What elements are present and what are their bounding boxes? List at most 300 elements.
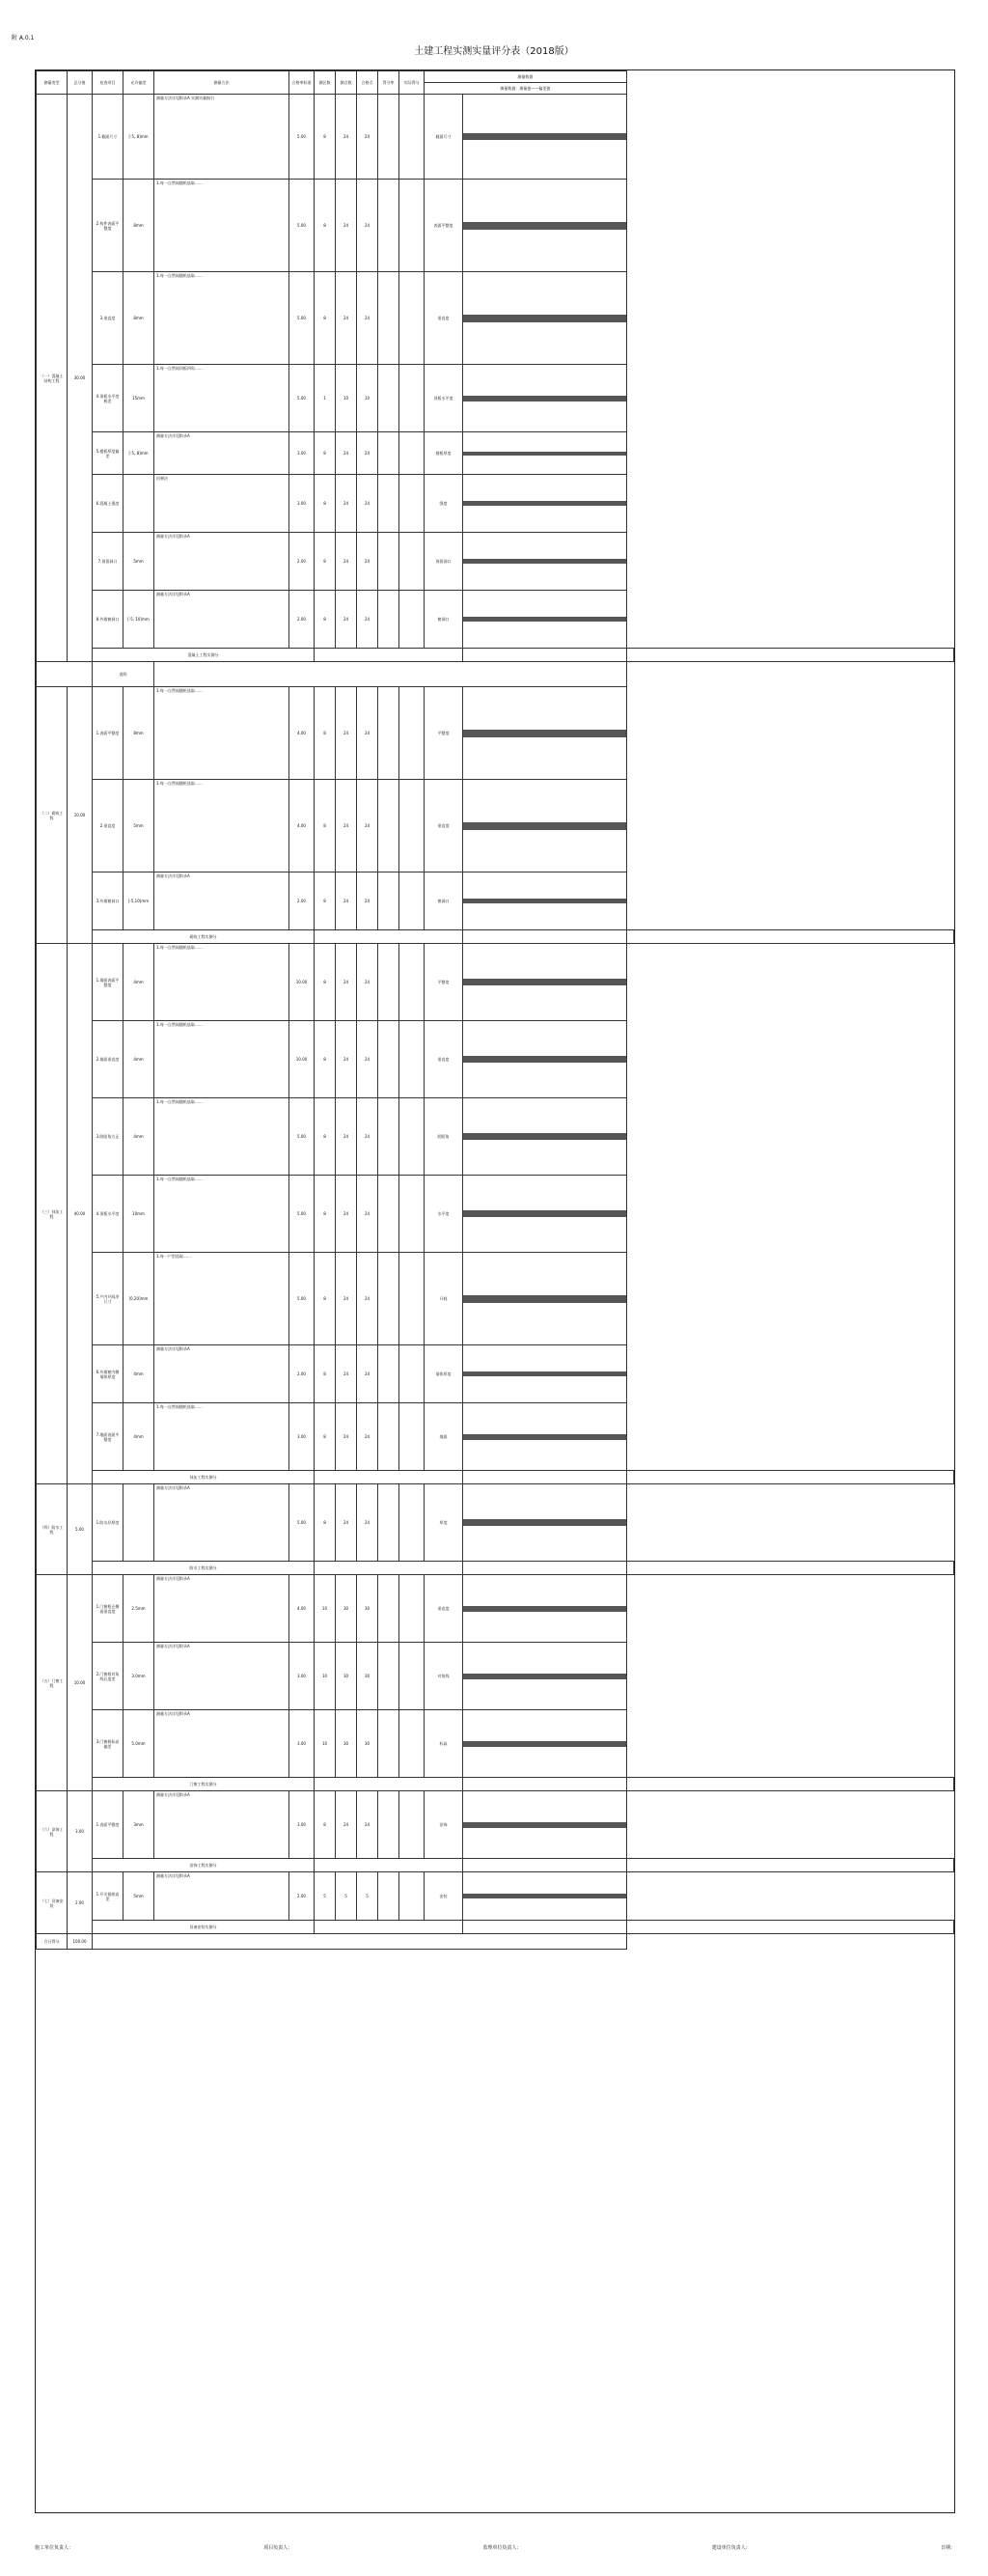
item-total-points: 24 [336,591,357,649]
item-tolerance: 2.5mm [124,1575,154,1643]
measurement-grid[interactable] [463,180,627,272]
item-weight: 10.00 [289,1021,315,1098]
subtotal-result[interactable] [463,1778,627,1791]
measurement-grid[interactable] [463,1253,627,1345]
subtotal-blank [315,1778,463,1791]
item-weight: 5.00 [289,272,315,365]
item-result[interactable] [399,475,425,533]
item-rule: 测量方法详见附录A [154,1710,289,1778]
item-result[interactable] [399,1872,425,1921]
item-name: 3.垂直度 [93,272,124,365]
item-weight: 3.00 [289,1643,315,1710]
item-weight: 4.00 [289,1575,315,1643]
table-row [37,944,954,1021]
item-total-points: 24 [336,1345,357,1403]
item-result[interactable] [399,1643,425,1710]
subtotal-label: 门窗工程实测分 [93,1778,315,1791]
measurement-grid[interactable] [463,1872,627,1921]
item-rule: 测量方法详见附录A [154,591,289,649]
item-total-points: 24 [336,180,357,272]
item-rule: 1.每一自然间随机选取…… [154,687,289,780]
item-name: 1.开关插座高差 [93,1872,124,1921]
item-weight: 3.00 [289,1403,315,1471]
item-ok-points: 5 [357,1872,378,1921]
item-tolerance: [-5, 10]mm [124,591,154,649]
item-unit: 窗洞口 [425,873,463,930]
measurement-grid[interactable] [463,1403,627,1471]
item-name: 5.户内开间净尺寸 [93,1253,124,1345]
item-tolerance: [-5, 8]mm [124,95,154,180]
item-rate[interactable] [378,432,399,475]
item-total-points: 24 [336,95,357,180]
subtotal-result[interactable] [463,1562,627,1575]
item-rate[interactable] [378,533,399,591]
item-rule: 1.每一自然间顶板四角…… [154,365,289,432]
item-rule: 回弹法 [154,475,289,533]
item-rate[interactable] [378,475,399,533]
subtotal-notes[interactable] [626,1471,953,1484]
table-row [37,1575,954,1643]
table-row [37,591,954,649]
item-unit: 截面尺寸 [425,95,463,180]
item-groups: 8 [315,687,336,780]
item-ok-points: 24 [357,533,378,591]
subtotal-result[interactable] [463,930,627,944]
subtotal-blank [315,649,463,662]
item-ok-points: 24 [357,180,378,272]
subtotal-label: 涂饰工程实测分 [93,1859,315,1872]
measurement-grid[interactable] [463,687,627,780]
item-tolerance: 4mm [124,1098,154,1176]
item-tolerance: 4mm [124,1345,154,1403]
item-groups: 8 [315,1176,336,1253]
item-weight: 4.00 [289,780,315,873]
item-groups: 8 [315,1253,336,1345]
subtotal-blank [315,1562,463,1575]
item-result[interactable] [399,687,425,780]
table-row [37,1484,954,1562]
item-result[interactable] [399,1403,425,1471]
item-ok-points: 24 [357,272,378,365]
item-total-points: 24 [336,272,357,365]
item-name: 3.门窗框标高偏差 [93,1710,124,1778]
item-name: 6.混凝土强度 [93,475,124,533]
item-rule: 1.每一自然间随机选取…… [154,1176,289,1253]
item-unit: 水平度 [425,1176,463,1253]
item-groups: 8 [315,944,336,1021]
item-unit: 标高 [425,1710,463,1778]
item-rate[interactable] [378,365,399,432]
item-ok-points: 30 [357,1710,378,1778]
item-result[interactable] [399,1176,425,1253]
item-rate[interactable] [378,873,399,930]
item-total-points: 24 [336,944,357,1021]
section-name: （六）涂饰工程 [37,1791,68,1872]
item-rate[interactable] [378,1710,399,1778]
item-weight: 5.00 [289,1098,315,1176]
item-groups: 10 [315,1710,336,1778]
measurement-grid[interactable] [463,1710,627,1778]
item-result[interactable] [399,1253,425,1345]
subtotal-row [37,1471,954,1484]
footer-supervisor: 监理单位负责人： [482,2545,522,2551]
table-row [37,95,954,180]
table-row [37,687,954,780]
item-ok-points: 24 [357,1484,378,1562]
subtotal-label: 混凝土工程实测分 [93,649,315,662]
measurement-grid[interactable] [463,95,627,180]
item-rule: 1.每一自然间随机选取…… [154,1403,289,1471]
subtotal-row [37,649,954,662]
item-groups: 1 [315,365,336,432]
item-weight: 4.00 [289,687,315,780]
item-result[interactable] [399,1021,425,1098]
footer-pm: 项目负责人： [263,2545,293,2551]
item-rate[interactable] [378,1345,399,1403]
section-name: （二）砌筑工程 [37,687,68,944]
item-unit: 楼板厚度 [425,432,463,475]
section-points: 40.00 [68,944,93,1484]
item-tolerance: [-5, 8]mm [124,432,154,475]
item-name: 1.墙面表面平整度 [93,944,124,1021]
item-tolerance: 4mm [124,1403,154,1471]
table-row [37,1253,954,1345]
section-points: 3.00 [68,1791,93,1872]
header-result: 实际得分 [399,71,425,95]
item-tolerance: 4mm [124,1021,154,1098]
total-row [37,1934,954,1950]
header-rule: 测量方法 [154,71,289,95]
header-major: 测量类型 [37,71,68,95]
item-total-points: 5 [336,1872,357,1921]
item-tolerance: 5mm [124,1872,154,1921]
subtotal-row [37,1859,954,1872]
measurement-grid[interactable] [463,475,627,533]
subtotal-notes[interactable] [626,649,953,662]
section-points: 30.00 [68,95,93,662]
item-result[interactable] [399,591,425,649]
item-ok-points: 24 [357,780,378,873]
item-total-points: 24 [336,1791,357,1859]
item-rate[interactable] [378,944,399,1021]
item-result[interactable] [399,1575,425,1643]
measurement-grid[interactable] [463,591,627,649]
table-row [37,1098,954,1176]
item-total-points: 24 [336,687,357,780]
score-sheet [35,69,955,2513]
measurement-grid[interactable] [463,780,627,873]
item-rate[interactable] [378,591,399,649]
item-rate[interactable] [378,180,399,272]
item-result[interactable] [399,1345,425,1403]
item-groups: 8 [315,432,336,475]
item-name: 1.门窗框正侧面垂直度 [93,1575,124,1643]
item-result[interactable] [399,272,425,365]
subtotal-result[interactable] [463,1859,627,1872]
measurement-grid[interactable] [463,1345,627,1403]
item-unit: 安装 [425,1872,463,1921]
subtotal-notes[interactable] [626,1562,953,1575]
item-rate[interactable] [378,1484,399,1562]
section-points: 10.00 [68,1575,93,1791]
item-total-points: 24 [336,533,357,591]
item-rule: 1.每一户型选取…… [154,1253,289,1345]
item-result[interactable] [399,1484,425,1562]
item-unit: 顶板水平度 [425,365,463,432]
measurement-grid[interactable] [463,272,627,365]
item-weight: 2.00 [289,1872,315,1921]
item-tolerance: 15mm [124,365,154,432]
item-rate[interactable] [378,1021,399,1098]
subtotal-label: 设备安装实测分 [93,1921,315,1934]
item-ok-points: 24 [357,687,378,780]
item-ok-points: 24 [357,1098,378,1176]
item-ok-points: 24 [357,1403,378,1471]
item-result[interactable] [399,873,425,930]
subtotal-notes[interactable] [626,1921,953,1934]
subtotal-notes[interactable] [626,1778,953,1791]
header-item: 检查项目 [93,71,124,95]
item-rate[interactable] [378,95,399,180]
item-rule: 测量方法详见附录A [154,533,289,591]
subtotal-label: 防水工程实测分 [93,1562,315,1575]
item-rule: 1.每一自然间随机选取…… [154,1021,289,1098]
item-rate[interactable] [378,1253,399,1345]
item-name: 1.防水层厚度 [93,1484,124,1562]
item-weight: 5.00 [289,95,315,180]
item-name: 1.表面平整度 [93,687,124,780]
item-ok-points: 24 [357,475,378,533]
item-groups: 8 [315,1403,336,1471]
item-ok-points: 30 [357,1575,378,1643]
table-row [37,1643,954,1710]
item-tolerance: 8mm [124,180,154,272]
item-weight: 3.00 [289,1791,315,1859]
item-result[interactable] [399,780,425,873]
table-row [37,1872,954,1921]
item-rule: 测量方法详见附录A [154,1643,289,1710]
item-tolerance: 8mm [124,272,154,365]
subtotal-blank [315,930,463,944]
item-ok-points: 24 [357,873,378,930]
item-ok-points: 24 [357,1791,378,1859]
item-total-points: 24 [336,475,357,533]
subtotal-result[interactable] [463,1471,627,1484]
table-row [37,1403,954,1471]
item-weight: 10.00 [289,944,315,1021]
item-tolerance: [0,20]mm [124,1253,154,1345]
item-result[interactable] [399,533,425,591]
item-unit: 强度 [425,475,463,533]
item-total-points: 24 [336,1021,357,1098]
item-total-points: 24 [336,1484,357,1562]
item-rate[interactable] [378,1872,399,1921]
subtotal-blank [315,1921,463,1934]
table-row [37,1710,954,1778]
item-tolerance: 3.0mm [124,1643,154,1710]
subtotal-label: 抹灰工程实测分 [93,1471,315,1484]
score-table [36,70,954,1950]
item-weight: 2.00 [289,873,315,930]
item-name: 7.预留洞口 [93,533,124,591]
subtotal-row [37,1778,954,1791]
subtotal-notes[interactable] [626,930,953,944]
item-rate[interactable] [378,1176,399,1253]
item-result[interactable] [399,1791,425,1859]
item-groups: 8 [315,272,336,365]
item-result[interactable] [399,365,425,432]
table-row [37,533,954,591]
item-weight: 2.00 [289,591,315,649]
item-name: 5.楼板厚度偏差 [93,432,124,475]
item-tolerance: [-5,10]mm [124,873,154,930]
item-name: 4.顶板水平度 [93,1176,124,1253]
item-groups: 5 [315,1872,336,1921]
table-row [37,780,954,873]
item-groups: 10 [315,1575,336,1643]
item-result[interactable] [399,1710,425,1778]
header-record-sub: 测量数据：测量值——偏差值 [425,83,627,95]
item-tolerance [124,475,154,533]
item-rule: 1.每一自然间随机选取…… [154,272,289,365]
item-rate[interactable] [378,272,399,365]
total-blank[interactable] [93,1934,627,1950]
item-rate[interactable] [378,1791,399,1859]
item-result[interactable] [399,95,425,180]
item-tolerance: 10mm [124,1176,154,1253]
measurement-grid[interactable] [463,1791,627,1859]
item-rate[interactable] [378,780,399,873]
item-result[interactable] [399,1098,425,1176]
header-points: 总分值 [68,71,93,95]
item-rule: 测量方法详见附录A [154,1575,289,1643]
subtotal-blank [315,1471,463,1484]
page-title: 土建工程实测实量评分表（2018版） [414,46,574,57]
measurement-grid[interactable] [463,533,627,591]
item-rate[interactable] [378,1575,399,1643]
measurement-grid[interactable] [463,365,627,432]
item-ok-points: 24 [357,1021,378,1098]
subtotal-result[interactable] [463,1921,627,1934]
item-ok-points: 30 [357,1643,378,1710]
item-unit: 开间 [425,1253,463,1345]
item-total-points: 24 [336,1098,357,1176]
header-group: 测区数 [315,71,336,95]
section-name: （四）防水工程 [37,1484,68,1575]
item-rate[interactable] [378,1403,399,1471]
item-rate[interactable] [378,687,399,780]
item-tolerance: 5mm [124,533,154,591]
item-unit: 垂直度 [425,1021,463,1098]
item-name: 2.门窗框对角线长度差 [93,1643,124,1710]
item-weight: 2.00 [289,1345,315,1403]
measurement-grid[interactable] [463,1643,627,1710]
section-name: （一）混凝土结构工程 [37,95,68,662]
measurement-grid[interactable] [463,1484,627,1562]
item-rate[interactable] [378,1098,399,1176]
subtotal-row [37,1562,954,1575]
item-name: 3.阴阳角方正 [93,1098,124,1176]
item-groups: 8 [315,95,336,180]
item-weight: 2.00 [289,533,315,591]
item-groups: 8 [315,1484,336,1562]
item-unit: 垂直度 [425,272,463,365]
header-method: 允许偏差 [124,71,154,95]
measurement-grid[interactable] [463,1098,627,1176]
measurement-grid[interactable] [463,1575,627,1643]
item-rule: 1.每一自然间随机选取…… [154,780,289,873]
section-points: 10.00 [68,687,93,944]
item-weight: 5.00 [289,180,315,272]
item-ok-points: 24 [357,1345,378,1403]
subtotal-result[interactable] [463,649,627,662]
item-tolerance: 4mm [124,944,154,1021]
item-rule: 测量方法详见附录A 实测实量指引 [154,95,289,180]
subtotal-label: 砌筑工程实测分 [93,930,315,944]
item-result[interactable] [399,944,425,1021]
table-row [37,365,954,432]
measurement-grid[interactable] [463,1176,627,1253]
item-groups: 8 [315,475,336,533]
item-name: 2.构件表面平整度 [93,180,124,272]
item-groups: 8 [315,180,336,272]
item-ok-points: 24 [357,1176,378,1253]
item-name: 7.地面表面平整度 [93,1403,124,1471]
measurement-grid[interactable] [463,432,627,475]
item-total-points: 24 [336,780,357,873]
item-unit: 阴阳角 [425,1098,463,1176]
item-total-points: 24 [336,873,357,930]
item-rate[interactable] [378,1643,399,1710]
measurement-grid[interactable] [463,873,627,930]
item-total-points: 24 [336,1403,357,1471]
item-unit: 平整度 [425,687,463,780]
item-total-points: 24 [336,432,357,475]
item-tolerance: 5.0mm [124,1710,154,1778]
item-total-points: 24 [336,1176,357,1253]
footer-date: 日期： [940,2545,955,2551]
item-unit: 厚度 [425,1484,463,1562]
item-result[interactable] [399,432,425,475]
item-rule: 测量方法详见附录A [154,1872,289,1921]
item-weight: 5.00 [289,1176,315,1253]
item-name: 1.截面尺寸 [93,95,124,180]
note-blank [37,662,93,687]
item-rule: 1.每一自然间随机选取…… [154,944,289,1021]
item-name: 1.表面平整度 [93,1791,124,1859]
item-rule: 测量方法详见附录A [154,1484,289,1562]
table-row [37,1176,954,1253]
item-rule: 测量方法详见附录A [154,873,289,930]
item-groups: 8 [315,1098,336,1176]
section-name: （三）抹灰工程 [37,944,68,1484]
footer-contractor: 施工单位负责人： [35,2545,74,2551]
item-unit: 涂饰 [425,1791,463,1859]
measurement-grid[interactable] [463,944,627,1021]
section-name: （五）门窗工程 [37,1575,68,1791]
table-row [37,1021,954,1098]
section-name: （七）设备安装 [37,1872,68,1934]
item-result[interactable] [399,180,425,272]
measurement-grid[interactable] [463,1021,627,1098]
item-weight: 5.00 [289,1253,315,1345]
subtotal-notes[interactable] [626,1859,953,1872]
header-weight: 合格率标准 [289,71,315,95]
item-groups: 10 [315,1643,336,1710]
item-unit: 预留洞口 [425,533,463,591]
item-ok-points: 24 [357,1253,378,1345]
item-rule: 测量方法详见附录A [154,432,289,475]
